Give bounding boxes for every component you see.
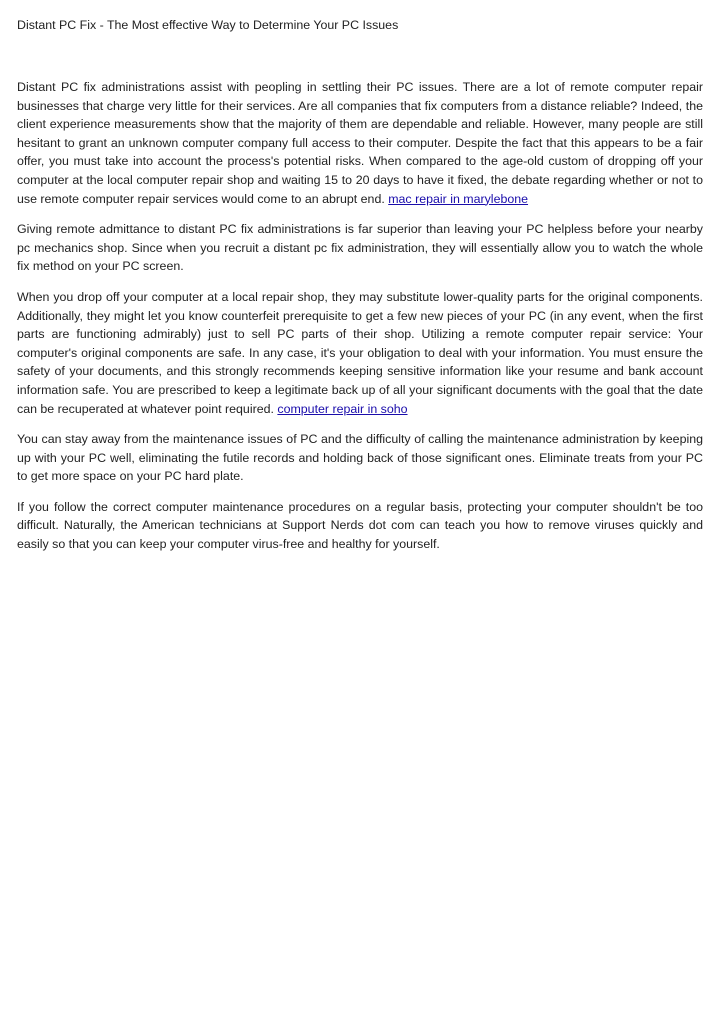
paragraph-2 xyxy=(17,220,703,276)
paragraph-3-text: When you drop off your computer at a local repair shop, they may substitute lower-quality parts for the original components. Additionally, they might let you know counterfeit prerequisite to get a few new pieces of your PC (in any event, when the first parts are functioning admirably) just to sell PC parts of their shop. Utilizing a remote computer repair service: Your computer's original components are safe. In any case, it's your obligation to deal with your information. You must ensure the safety of your documents, and this strongly recommends keeping sensitive information like your resume and bank account information safe. You are prescribed to keep a legitimate back up of all your significant documents with the goal that the date can be recuperated at whatever point required. xyxy=(17,289,703,416)
paragraph-1-text: Distant PC fix administrations assist with peopling in settling their PC issues. There are a lot of remote computer repair businesses that charge very little for their services. Are all companies that fix computers from a distance reliable? Indeed, the client experience measurements show that the majority of them are dependable and reliable. However, many people are still hesitant to grant an unknown computer company full access to their computer. Despite the fact that this appears to be a fair offer, you must take into account the process's potential risks. When compared to the age-old custom of dropping off your computer at the local computer repair shop and waiting 15 to 20 days to have it fixed, the debate regarding whether or not to use remote computer repair services would come to an abrupt end. xyxy=(17,80,703,206)
paragraph-1 xyxy=(17,78,703,208)
paragraph-2-text: Giving remote admittance to distant PC fix administrations is far superior than leaving your PC helpless before your nearby pc mechanics shop. Since when you recruit a distant pc fix administration, they will essentially allow you to watch the whole fix method on your PC screen. xyxy=(17,222,703,274)
paragraph-5-text: If you follow the correct computer maintenance procedures on a regular basis, protecting your computer shouldn't be too difficult. Naturally, the American technicians at Support Nerds dot com can teach you how to remove viruses quickly and easily so that you can keep your computer virus-free and healthy for yourself. xyxy=(17,499,703,552)
paragraph-4 xyxy=(17,430,703,486)
document-page xyxy=(17,16,703,566)
paragraph-4-text: You can stay away from the maintenance issues of PC and the difficulty of calling the maintenance administration by keeping up with your PC well, eliminating the futile records and holding back of those significant ones. Eliminate treats from your PC to get more space on your PC hard plate. xyxy=(17,432,703,484)
mac-repair-link[interactable]: mac repair in marylebone xyxy=(388,191,529,206)
paragraph-3 xyxy=(17,288,703,418)
computer-repair-link[interactable]: computer repair in soho xyxy=(277,401,408,416)
document-title: Distant PC Fix - The Most effective Way to Determine Your PC Issues xyxy=(17,18,399,32)
paragraph-5 xyxy=(17,498,703,554)
